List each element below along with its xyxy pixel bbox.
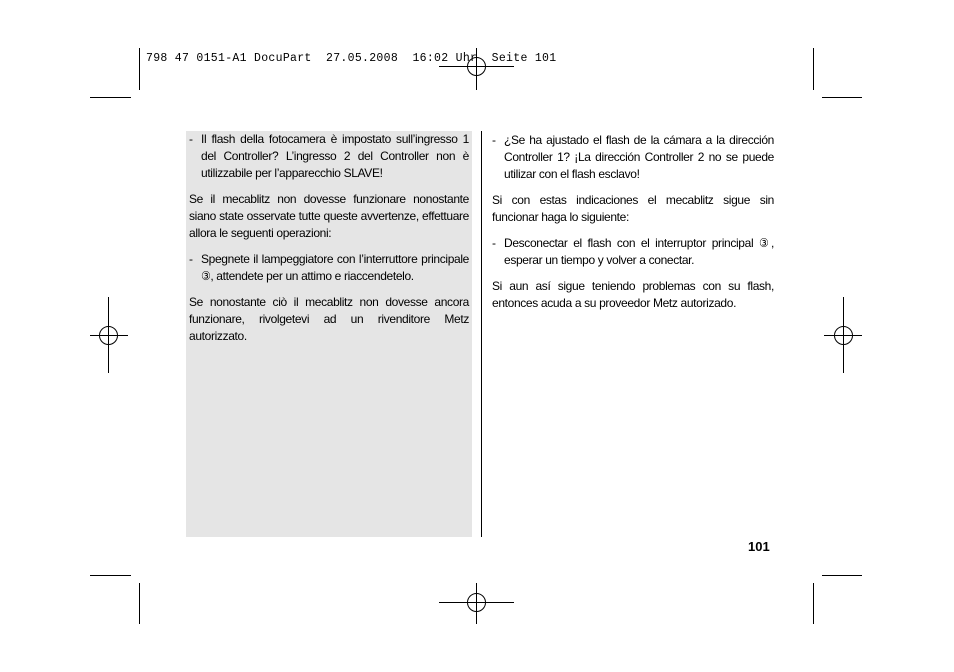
spanish-bullet-main-switch bbox=[492, 235, 774, 269]
bullet-dash: - bbox=[189, 132, 193, 146]
bullet-text: Desconectar el flash con el interruptor principal ③, esperar un tiempo y volver a conectar. bbox=[504, 236, 774, 267]
spanish-paragraph-instructions: Si con estas indicaciones el mecablitz sigue sin funcionar haga lo siguiente: bbox=[492, 193, 774, 224]
spanish-bullet-controller-direction bbox=[492, 132, 774, 183]
column-divider bbox=[481, 131, 482, 537]
italian-paragraph-dealer: Se nonostante ciò il mecablitz non dovesse ancora funzionare, rivolgetevi ad un rivenditore Metz autorizzato. bbox=[189, 295, 469, 343]
bullet-text: ¿Se ha ajustado el flash de la cámara a la dirección Controller 1? ¡La dirección Controller 2 no se puede utilizar con el flash esclavo! bbox=[504, 133, 774, 181]
italian-bullet-controller-input bbox=[189, 131, 469, 182]
bullet-dash: - bbox=[492, 236, 496, 250]
italian-column bbox=[189, 131, 469, 354]
bullet-text: Il flash della fotocamera è impostato sull’ingresso 1 del Controller? L’ingresso 2 del Controller non è utilizzabile per l’apparecchio SLAVE! bbox=[201, 132, 469, 180]
italian-bullet-main-switch bbox=[189, 251, 469, 285]
bullet-dash: - bbox=[492, 133, 496, 147]
spanish-column bbox=[492, 132, 774, 321]
registration-mark-top bbox=[439, 48, 514, 90]
registration-mark-left bbox=[90, 297, 128, 373]
bullet-text: Spegnete il lampeggiatore con l’interruttore principale ③, attendete per un attimo e riaccendetelo. bbox=[201, 252, 469, 283]
bullet-dash: - bbox=[189, 252, 193, 266]
page-number: 101 bbox=[748, 539, 770, 554]
registration-mark-bottom bbox=[439, 583, 514, 624]
print-slug: 798 47 0151-A1 DocuPart 27.05.2008 16:02 Uhr Seite 101 bbox=[146, 52, 557, 65]
registration-mark-right bbox=[824, 297, 862, 373]
italian-paragraph-instructions: Se il mecablitz non dovesse funzionare nonostante siano state osservate tutte queste avvertenze, effettuare allora le seguenti operazioni: bbox=[189, 192, 469, 240]
spanish-paragraph-dealer: Si aun así sigue teniendo problemas con su flash, entonces acuda a su proveedor Metz autorizado. bbox=[492, 279, 774, 310]
